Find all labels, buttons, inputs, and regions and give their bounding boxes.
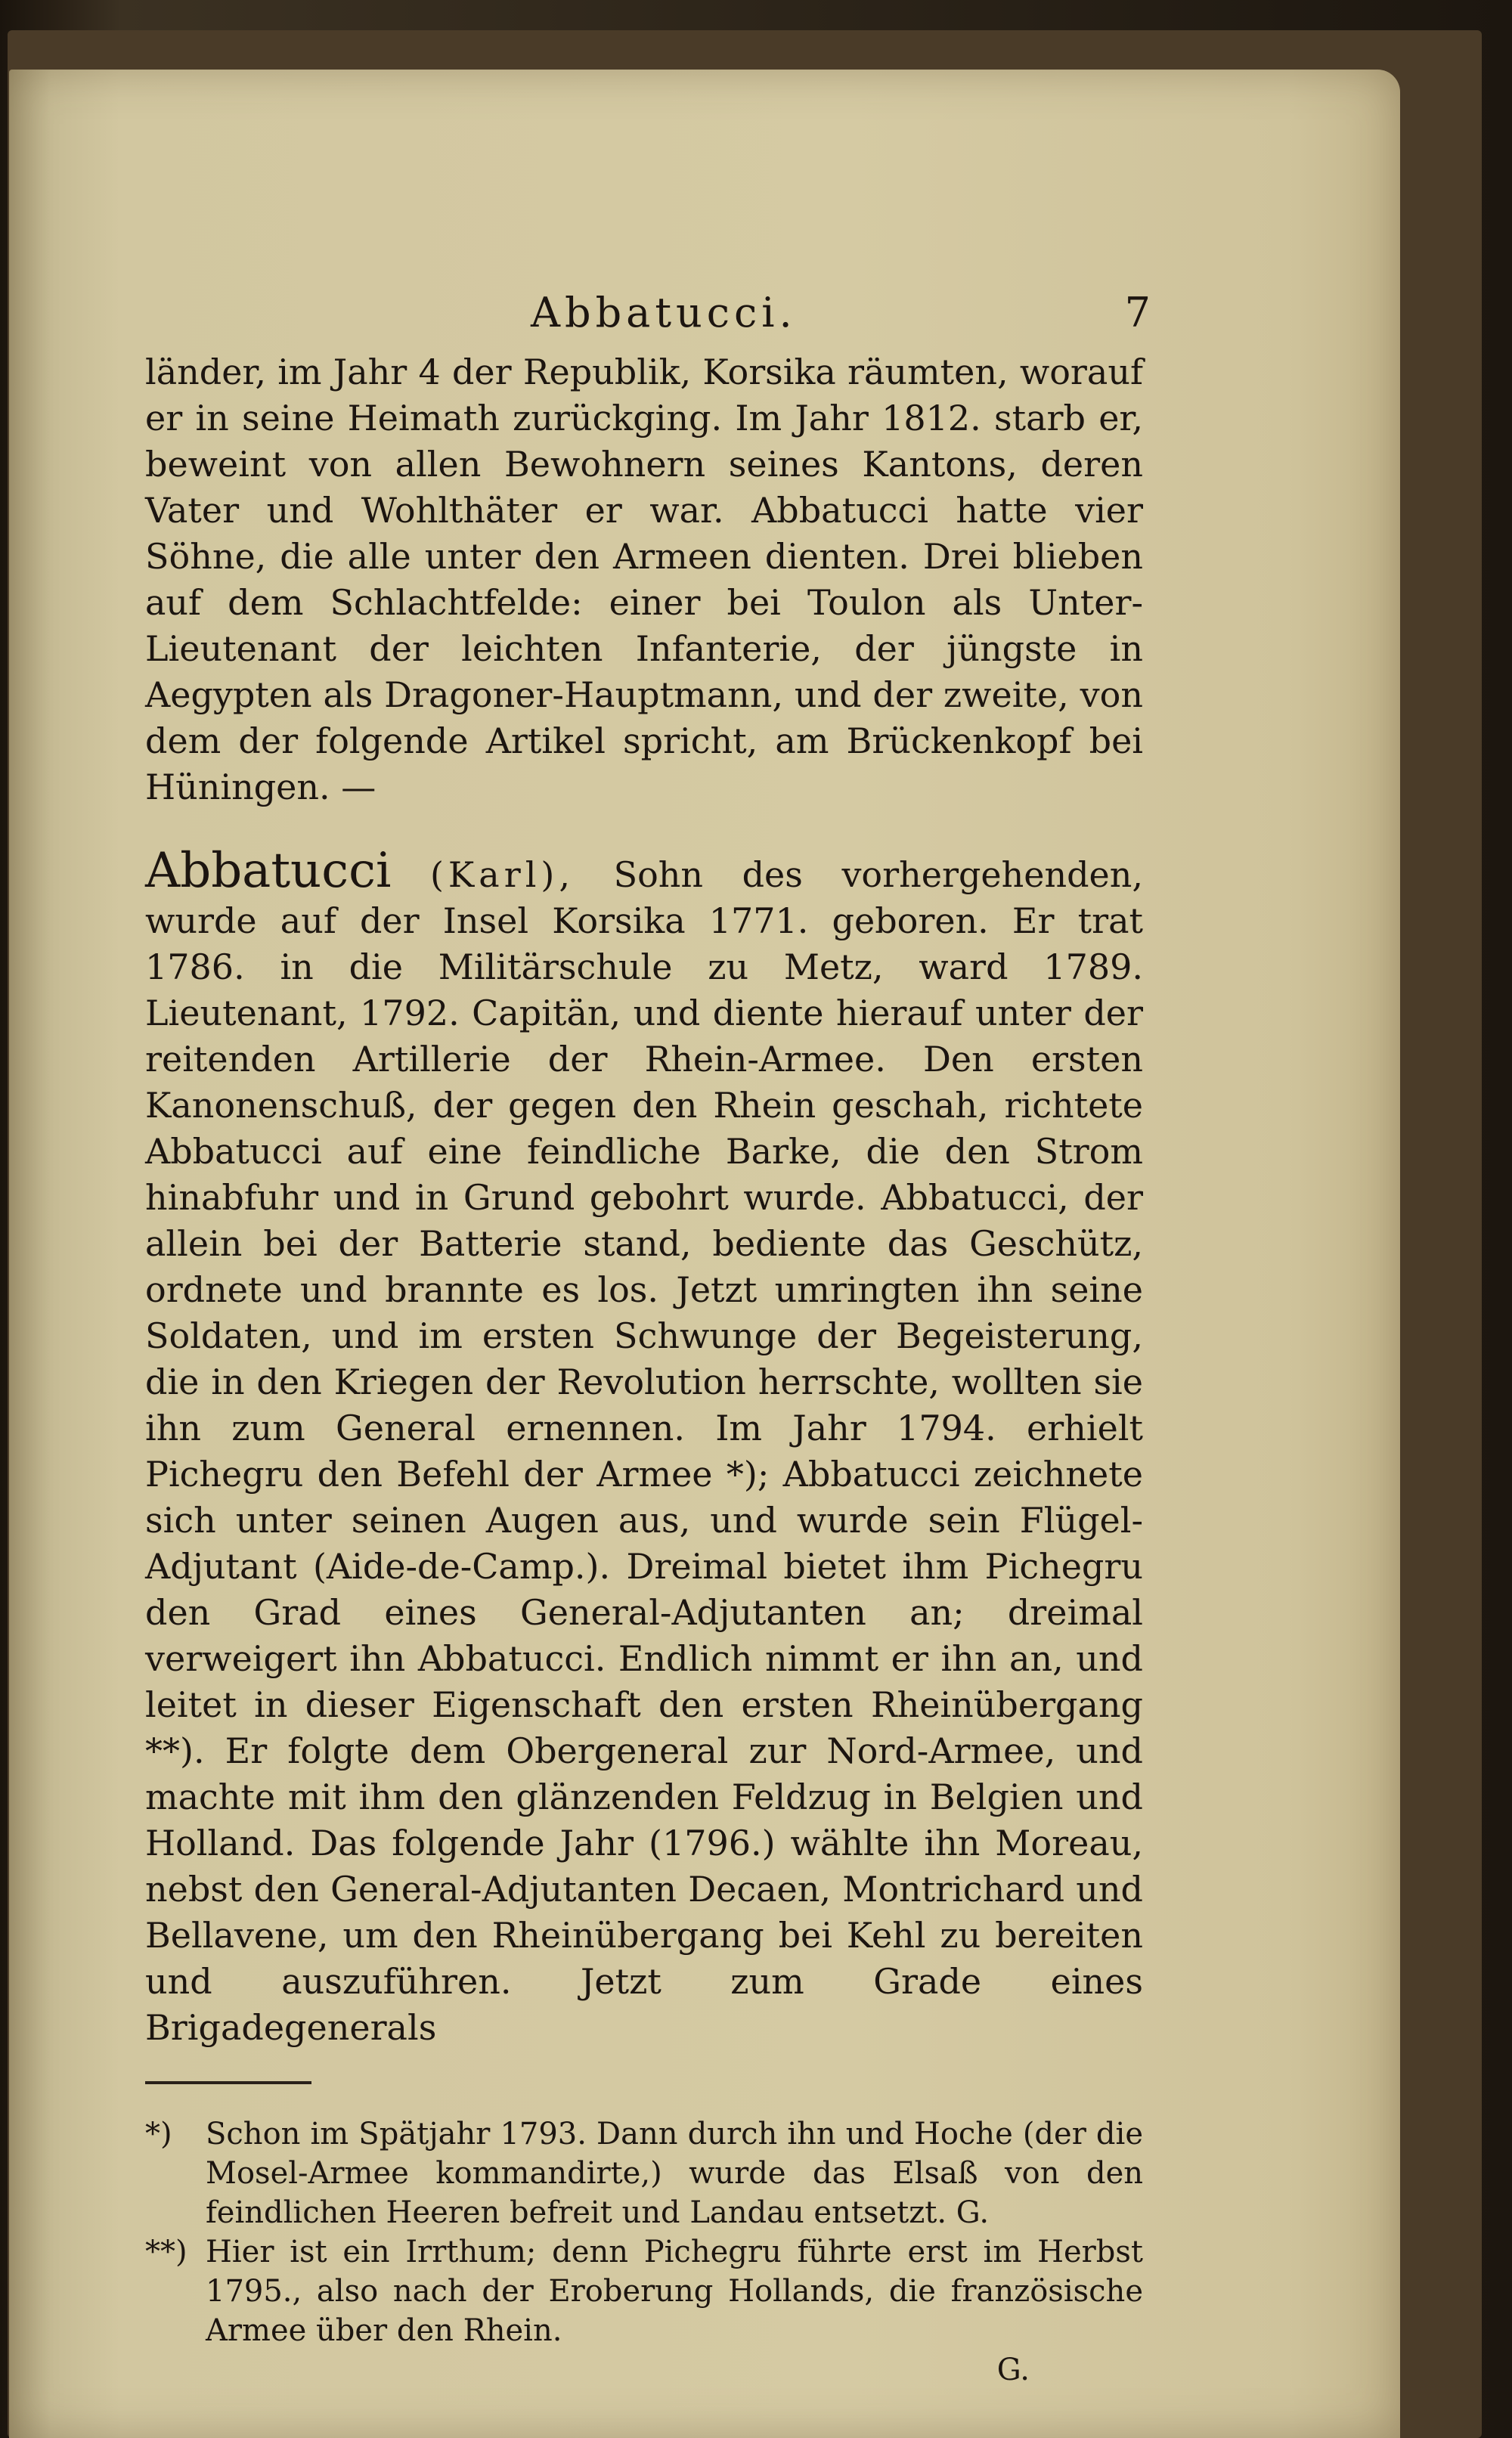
paragraph-1: länder, im Jahr 4 der Republik, Korsika räumten, worauf er in seine Heimath zurückging. Im Jahr 1812. starb er, beweint von allen Bewohnern seines Kantons, deren Vater und Wohlthäter er war. Abbatucci hatte vier Söhne, die alle unter den Armeen dienten. Drei blieben auf dem Schlachtfelde: einer bei Toulon als Unter-Lieutenant der leichten Infanterie, der jüngste in Aegypten als Dragoner-Hauptmann, und der zweite, von dem der folgende Artikel spricht, am Brückenkopf bei Hüningen. —	[145, 352, 1143, 807]
footnote-divider	[145, 2081, 311, 2084]
entry-body: Sohn des vorhergehenden, wurde auf der Insel Korsika 1771. geboren. Er trat 1786. in die Militärschule zu Metz, ward 1789. Lieutenant, 1792. Capitän, und diente hierauf unter der reitenden Artillerie der Rhein-Armee. Den ersten Kanonenschuß, der gegen den Rhein geschah, richtete Abbatucci auf eine feindliche Barke, die den Strom hinabfuhr und in Grund gebohrt wurde. Abbatucci, der allein bei der Batterie stand, bediente das Geschütz, ordnete und brannte es los. Jetzt umringten ihn seine Soldaten, und im ersten Schwunge der Begeisterung, die in den Kriegen der Revolution herrschte, wollten sie ihn zum General ernennen. Im Jahr 1794. erhielt Pichegru den Befehl der Armee *); Abbatucci zeichnete sich unter seinen Augen aus, und wurde sein Flügel-Adjutant (Aide-de-Camp.). Dreimal bietet ihm Pichegru den Grad eines General-Adjutanten an; dreimal verweigert ihn Abbatucci. Endlich nimmt er ihn an, und leitet in dieser Eigenschaft den ersten Rheinübergang **). Er folgte dem Obergeneral zur Nord-Armee, und machte mit ihm den glänzenden Feldzug in Belgien und Holland. Das folgende Jahr (1796.) wählte ihn Moreau, nebst den General-Adjutanten Decaen, Montrichard und Bellavene, um den Rheinübergang bei Kehl zu bereiten und auszuführen. Jetzt zum Grade eines Brigadegenerals	[145, 854, 1144, 2048]
page-header	[145, 289, 1151, 349]
page-number: 7	[1124, 289, 1151, 336]
page-text	[145, 289, 1151, 2390]
footnote-1	[145, 2114, 1143, 2232]
book-page	[9, 70, 1400, 2438]
entry-headword: Abbatucci	[145, 843, 392, 899]
footnote-text: Hier ist ein Irrthum; denn Pichegru führte erst im Herbst 1795., also nach der Eroberung Hollands, die französische Armee über den Rhein.	[206, 2235, 1143, 2348]
footnote-mark: *)	[145, 2117, 172, 2151]
running-head: Abbatucci.	[531, 289, 797, 336]
footnote-mark: **)	[145, 2235, 187, 2269]
footnotes	[145, 2114, 1143, 2390]
footnote-text: Schon im Spätjahr 1793. Dann durch ihn und Hoche (der die Mosel-Armee kommandirte,) wurde das Elsaß von den feindlichen Heeren befreit und Landau entsetzt. G.	[206, 2117, 1143, 2230]
footnote-2	[145, 2232, 1143, 2350]
entry-given-name: (Karl),	[429, 854, 575, 895]
paragraph-2	[145, 843, 1144, 2051]
footnote-signature: G.	[996, 2353, 1030, 2387]
